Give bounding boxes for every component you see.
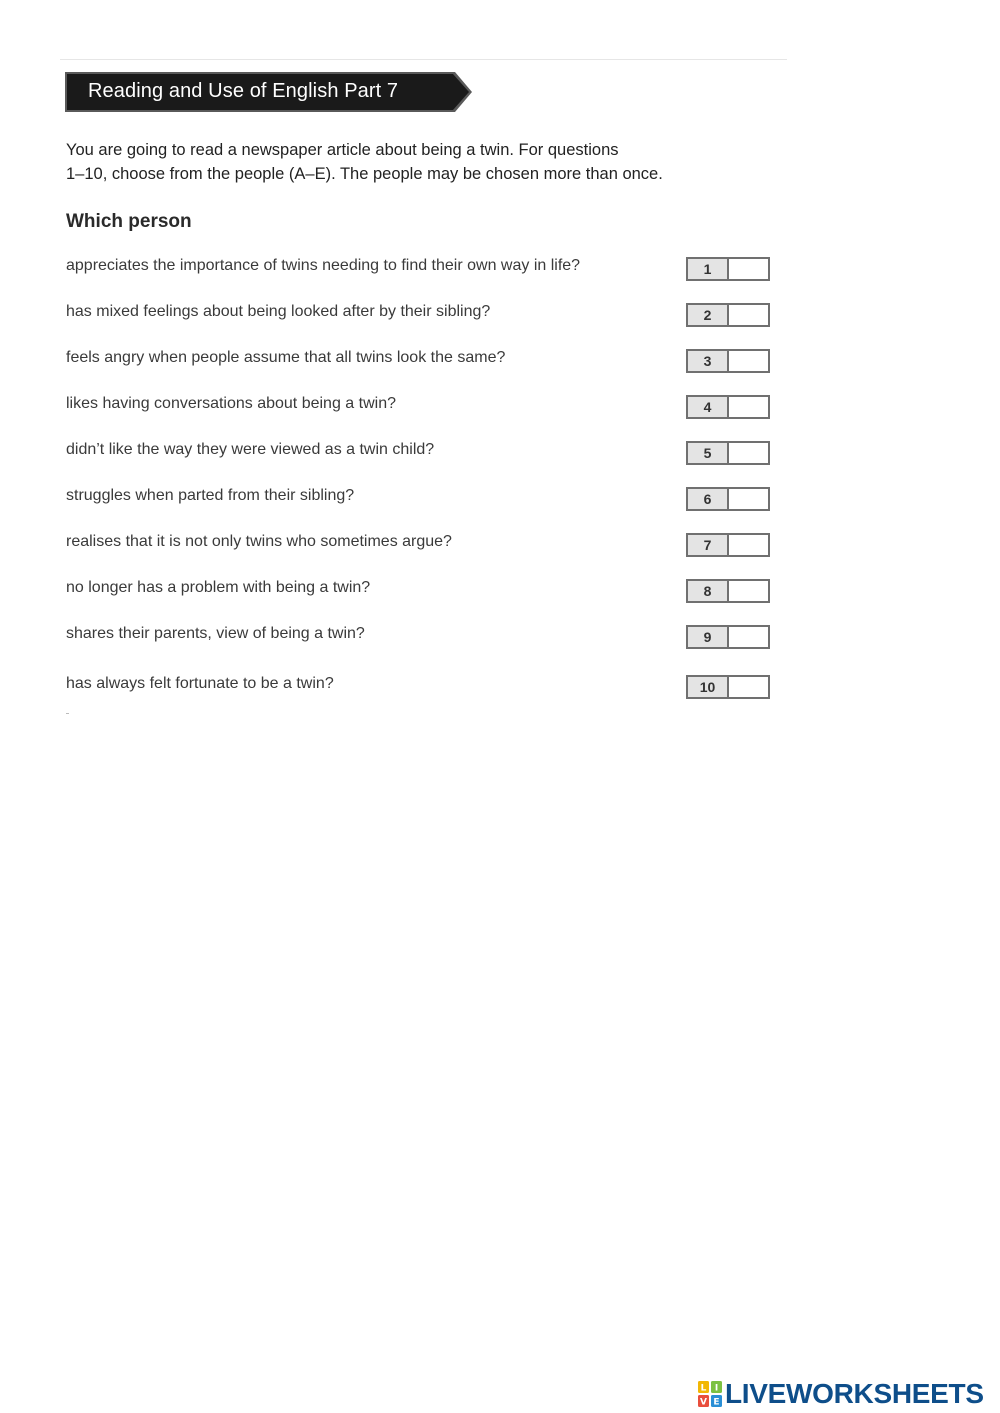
instructions-line-2: 1–10, choose from the people (A–E). The people may be chosen more than once. xyxy=(66,165,663,183)
svg-text:I: I xyxy=(714,1383,719,1394)
question-number: 8 xyxy=(688,581,729,601)
liveworksheets-brand-text: LIVEWORKSHEETS xyxy=(725,1378,984,1409)
svg-text:L: L xyxy=(700,1383,707,1394)
answer-box-4 xyxy=(686,395,770,419)
answer-box-3 xyxy=(686,349,770,373)
question-row-8 xyxy=(66,579,776,609)
question-number: 9 xyxy=(688,627,729,647)
answer-input-6[interactable] xyxy=(729,489,768,509)
question-text: appreciates the importance of twins needing to find their own way in life? xyxy=(66,257,581,274)
question-number: 7 xyxy=(688,535,729,555)
question-row-1 xyxy=(66,257,776,287)
question-row-4 xyxy=(66,395,776,425)
question-text: shares their parents, view of being a twin? xyxy=(66,625,365,642)
answer-input-3[interactable] xyxy=(729,351,768,371)
question-number: 3 xyxy=(688,351,729,371)
top-divider xyxy=(60,59,787,60)
answer-box-1 xyxy=(686,257,770,281)
question-number: 1 xyxy=(688,259,729,279)
answer-box-8 xyxy=(686,579,770,603)
answer-box-10 xyxy=(686,675,770,699)
page-title: Reading and Use of English Part 7 xyxy=(88,80,399,102)
answer-input-2[interactable] xyxy=(729,305,768,325)
question-row-3 xyxy=(66,349,776,379)
question-row-2 xyxy=(66,303,776,333)
answer-input-4[interactable] xyxy=(729,397,768,417)
question-number: 5 xyxy=(688,443,729,463)
question-row-9 xyxy=(66,625,776,655)
answer-input-9[interactable] xyxy=(729,627,768,647)
answer-box-2 xyxy=(686,303,770,327)
question-number: 10 xyxy=(688,677,729,697)
question-row-7 xyxy=(66,533,776,563)
question-text: realises that it is not only twins who sometimes argue? xyxy=(66,533,452,550)
answer-box-6 xyxy=(686,487,770,511)
question-text: likes having conversations about being a twin? xyxy=(66,395,396,412)
answer-box-5 xyxy=(686,441,770,465)
instructions-line-1: You are going to read a newspaper article about being a twin. For questions xyxy=(66,141,619,159)
question-number: 2 xyxy=(688,305,729,325)
answer-input-10[interactable] xyxy=(729,677,768,697)
answer-input-5[interactable] xyxy=(729,443,768,463)
answer-input-8[interactable] xyxy=(729,581,768,601)
question-text: has always felt fortunate to be a twin? xyxy=(66,675,334,692)
stray-mark xyxy=(66,713,69,714)
question-number: 6 xyxy=(688,489,729,509)
liveworksheets-logo[interactable] xyxy=(697,1377,984,1411)
question-text: feels angry when people assume that all twins look the same? xyxy=(66,349,506,366)
question-row-6 xyxy=(66,487,776,517)
question-text: has mixed feelings about being looked after by their sibling? xyxy=(66,303,491,320)
svg-text:E: E xyxy=(713,1397,720,1408)
answer-box-7 xyxy=(686,533,770,557)
answer-input-7[interactable] xyxy=(729,535,768,555)
question-text: no longer has a problem with being a twin? xyxy=(66,579,371,596)
question-row-5 xyxy=(66,441,776,471)
question-number: 4 xyxy=(688,397,729,417)
instructions xyxy=(66,138,746,186)
svg-text:V: V xyxy=(700,1397,707,1408)
question-text: didn’t like the way they were viewed as a twin child? xyxy=(66,441,435,458)
section-banner xyxy=(65,72,473,112)
question-row-10 xyxy=(66,675,776,705)
liveworksheets-logo-icon xyxy=(697,1380,723,1408)
section-heading: Which person xyxy=(66,211,192,232)
question-text: struggles when parted from their sibling? xyxy=(66,487,355,504)
answer-input-1[interactable] xyxy=(729,259,768,279)
answer-box-9 xyxy=(686,625,770,649)
